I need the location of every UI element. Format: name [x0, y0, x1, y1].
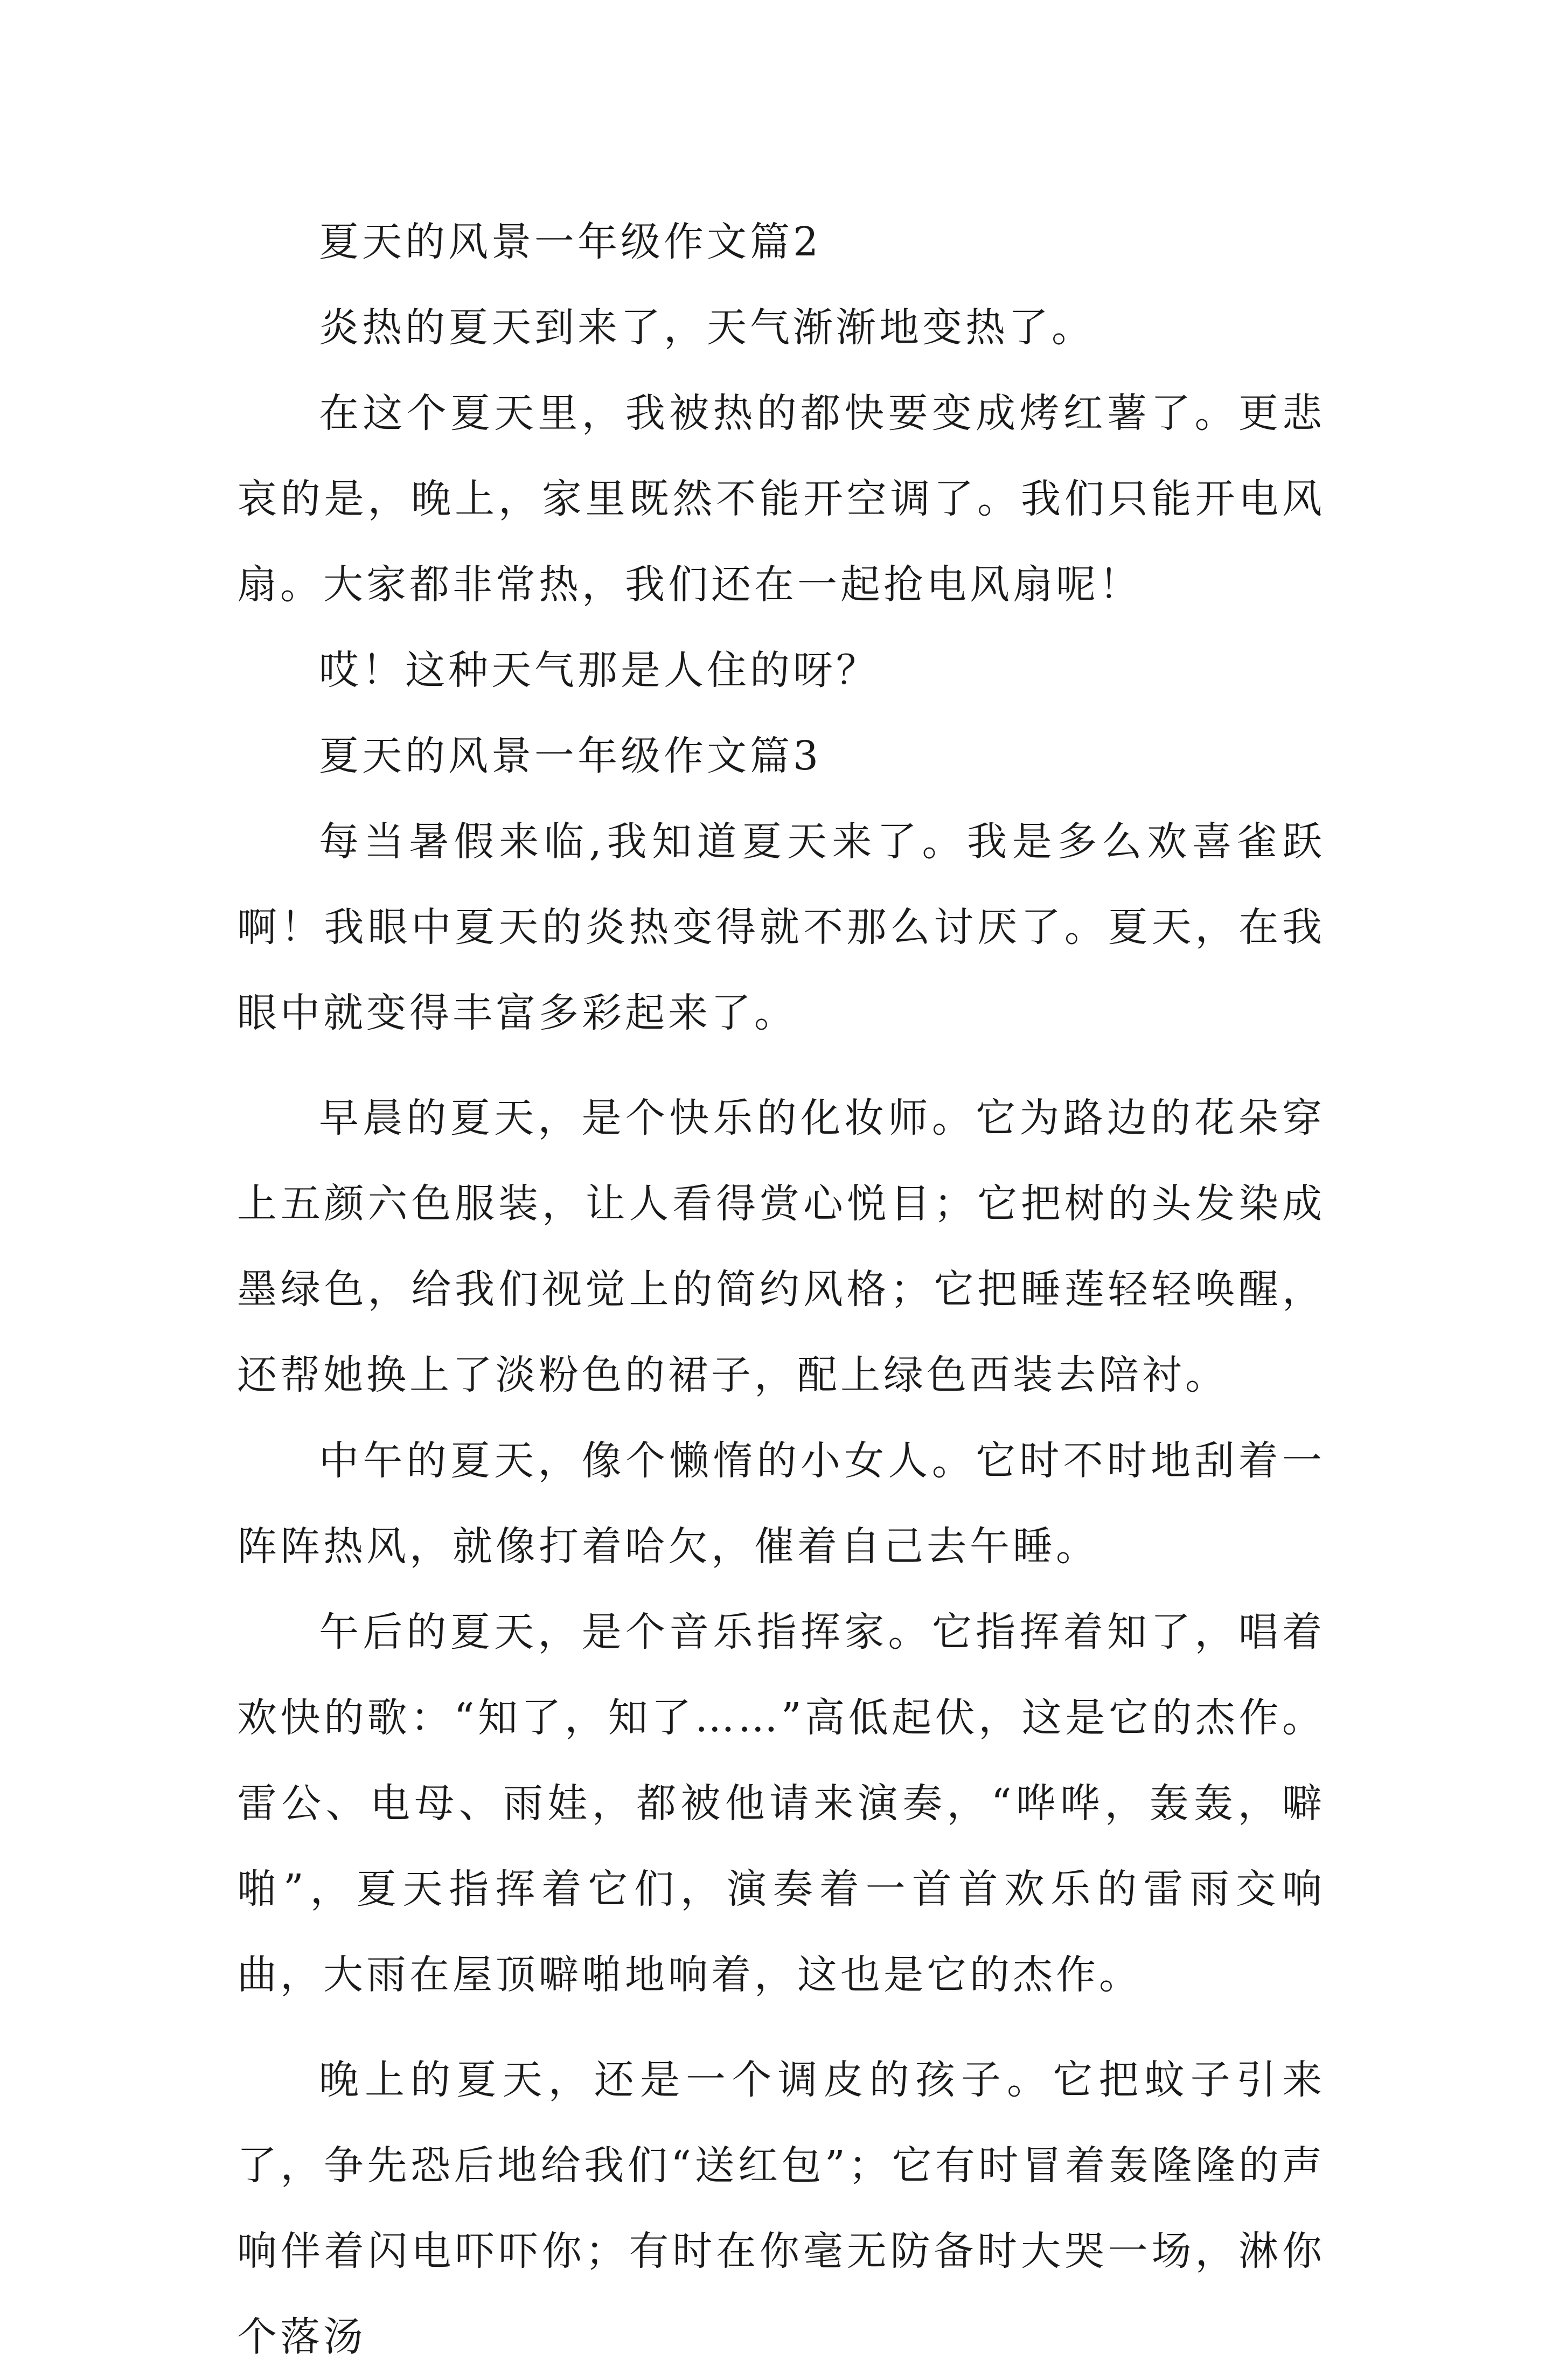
paragraph: 中午的夏天，像个懒惰的小女人。它时不时地刮着一阵阵热风，就像打着哈欠，催着自己去午睡。 [237, 1438, 1325, 1570]
essay-title-3: 夏天的风景一年级作文篇3 [319, 733, 822, 779]
paragraph: 炎热的夏天到来了，天气渐渐地变热了。 [319, 304, 1095, 351]
essay-title-2: 夏天的风景一年级作文篇2 [319, 219, 822, 265]
paragraph: 哎！这种天气那是人住的呀？ [319, 647, 879, 693]
paragraph: 午后的夏天，是个音乐指挥家。它指挥着知了，唱着欢快的歌：“知了，知了……”高低起伏，这是它的杰作。雷公、电母、雨娃，都被他请来演奏，“哗哗，轰轰，噼啪”，夏天指挥着它们，演奏着一首首欢乐的雷雨交响曲，大雨在屋顶噼啪地响着，这也是它的杰作。 [237, 1609, 1325, 1998]
paragraph: 每当暑假来临,我知道夏天来了。我是多么欢喜雀跃啊！我眼中夏天的炎热变得就不那么讨厌了。夏天，在我眼中就变得丰富多彩起来了。 [237, 818, 1325, 1036]
paragraph: 早晨的夏天，是个快乐的化妆师。它为路边的花朵穿上五颜六色服装，让人看得赏心悦目；它把树的头发染成墨绿色，给我们视觉上的简约风格；它把睡莲轻轻唤醒，还帮她换上了淡粉色的裙子，配上绿色西装去陪衬。 [237, 1095, 1325, 1398]
paragraph: 晚上的夏天，还是一个调皮的孩子。它把蚊子引来了，争先恐后地给我们“送红包”；它有时冒着轰隆隆的声响伴着闪电吓吓你；有时在你毫无防备时大哭一场，淋你个落汤 [237, 2057, 1325, 2360]
paragraph: 在这个夏天里，我被热的都快要变成烤红薯了。更悲哀的是，晚上，家里既然不能开空调了。我们只能开电风扇。大家都非常热，我们还在一起抢电风扇呢！ [237, 390, 1325, 608]
document-page [237, 199, 1325, 2380]
